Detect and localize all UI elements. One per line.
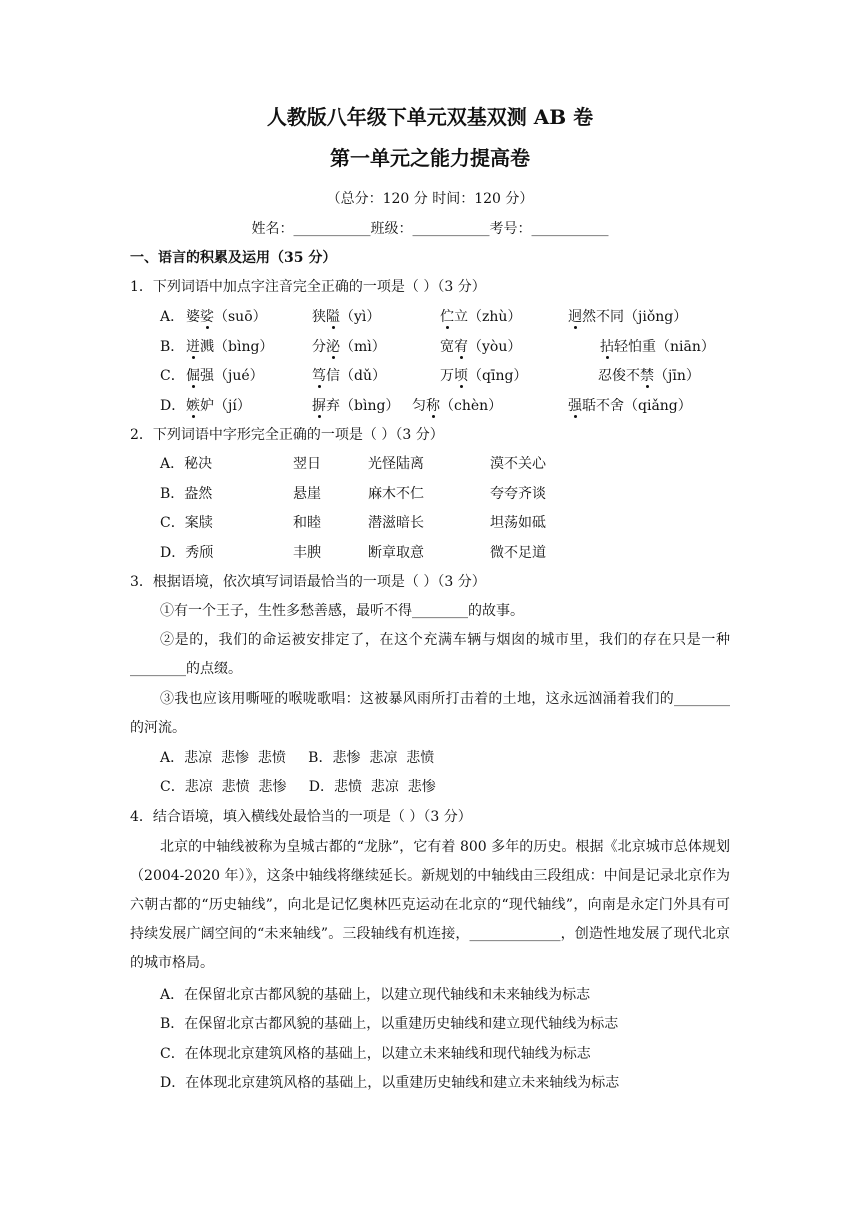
emphasis-dot-char: 顷	[454, 368, 468, 384]
emphasis-dot-char: 拈	[600, 339, 614, 355]
pinyin-word: 宽宥（yòu）	[440, 339, 522, 355]
question-4-option-d: D．在体现北京建筑风格的基础上，以重建历史轴线和建立未来轴线为标志	[160, 1075, 620, 1091]
word-option: 和睦	[293, 515, 321, 531]
question-3-sentence-2: ②是的，我们的命运被安排定了，在这个充满车辆与烟囱的城市里，我们的存在只是一种________的点缀。	[130, 632, 730, 677]
emphasis-dot-char: 迥	[568, 309, 582, 325]
pinyin-word: 万顷（qīng）	[440, 368, 528, 384]
word-option: 光怪陆离	[368, 456, 424, 472]
page-title: 人教版八年级下单元双基双测 AB 卷	[266, 105, 594, 129]
word-option: 夸夸齐谈	[490, 486, 546, 502]
pinyin-word: 嫉妒（jí）	[186, 398, 251, 414]
question-3-sentence-3: ③我也应该用嘶哑的喉咙歌唱：这被暴风雨所打击着的土地，这永远汹涌着我们的________的河流。	[130, 691, 730, 736]
question-3-options-cd: C．悲凉 悲愤 悲惨 D．悲愤 悲凉 悲惨	[160, 779, 436, 795]
emphasis-dot-char: 摒	[312, 398, 326, 414]
word-option: A．秘决	[160, 456, 213, 472]
word-option: B．盎然	[160, 486, 213, 502]
pinyin-word: 婆娑（suō）	[186, 309, 267, 325]
emphasis-dot-char: 伫	[440, 309, 454, 325]
pinyin-word: 匀称（chèn）	[412, 398, 503, 414]
question-4-option-a: A．在保留北京古都风貌的基础上，以建立现代轴线和未来轴线为标志	[160, 987, 591, 1003]
emphasis-dot-char: 强	[568, 398, 582, 414]
word-option: C．案牍	[160, 515, 213, 531]
question-2-stem: 2．下列词语中字形完全正确的一项是（ ）（3 分）	[130, 427, 444, 443]
page-subtitle: 第一单元之能力提高卷	[330, 146, 530, 170]
word-option: 断章取意	[368, 545, 424, 561]
word-option: 潜滋暗长	[368, 515, 424, 531]
question-4-option-c: C．在体现北京建筑风格的基础上，以建立未来轴线和现代轴线为标志	[160, 1046, 591, 1062]
question-3-sentence-1: ①有一个王子，生性多愁善感，最听不得________的故事。	[160, 603, 524, 619]
option-label: A．	[160, 309, 185, 325]
question-3-stem: 3．根据语境，依次填写词语最恰当的一项是（ ）（3 分）	[130, 574, 486, 590]
pinyin-word: 迥然不同（jiǒng）	[568, 309, 688, 325]
emphasis-dot-char: 称	[426, 398, 440, 414]
question-4-stem: 4．结合语境，填入横线处最恰当的一项是（ ）（3 分）	[130, 809, 472, 825]
emphasis-dot-char: 笃	[312, 368, 326, 384]
emphasis-dot-char: 禁	[640, 368, 654, 384]
pinyin-word: 笃信（dǔ）	[312, 368, 386, 384]
emphasis-dot-char: 宥	[454, 339, 468, 355]
question-4-option-b: B．在保留北京古都风貌的基础上，以重建历史轴线和建立现代轴线为标志	[160, 1016, 619, 1032]
emphasis-dot-char: 隘	[326, 309, 340, 325]
option-label: B．	[160, 339, 185, 355]
pinyin-word: 迸溅（bìng）	[186, 339, 274, 355]
option-label: C．	[160, 368, 185, 384]
emphasis-dot-char: 迸	[186, 339, 200, 355]
pinyin-word: 摒弃（bìng）	[312, 398, 400, 414]
pinyin-word: 分泌（mì）	[312, 339, 386, 355]
word-option: 漠不关心	[490, 456, 546, 472]
emphasis-dot-char: 倔	[186, 368, 200, 384]
emphasis-dot-char: 泌	[326, 339, 340, 355]
emphasis-dot-char: 娑	[200, 309, 214, 325]
word-option: 麻木不仁	[368, 486, 424, 502]
question-3-options-ab: A．悲凉 悲惨 悲愤 B．悲惨 悲凉 悲愤	[160, 750, 435, 766]
word-option: 坦荡如砥	[490, 515, 546, 531]
word-option: 悬崖	[293, 486, 321, 502]
word-option: 翌日	[293, 456, 321, 472]
question-4-passage: 北京的中轴线被称为皇城古都的“龙脉”，它有着 800 多年的历史。根据《北京城市总体规划（2004-2020 年）》，这条中轴线将继续延长。新规划的中轴线由三段组成：中间是记录北京作为六朝古都的“历史轴线”，向北是记忆奥林匹克运动在北京的“现代轴线”，向南是永定门外具有可持续发展广阔空间的“未来轴线”。三段轴线有机连接，_____________，创造性地发展了现代北京的城市格局。	[130, 839, 730, 971]
emphasis-dot-char: 嫉	[186, 398, 200, 414]
word-option: 微不足道	[490, 545, 546, 561]
pinyin-word: 伫立（zhù）	[440, 309, 522, 325]
word-option: 丰腴	[293, 545, 321, 561]
section-heading: 一、语言的积累及运用（35 分）	[130, 250, 337, 266]
pinyin-word: 强聒不舍（qiǎng）	[568, 398, 692, 414]
pinyin-word: 狭隘（yì）	[312, 309, 381, 325]
pinyin-word: 拈轻怕重（niān）	[600, 339, 715, 355]
pinyin-word: 倔强（jué）	[186, 368, 264, 384]
word-option: D．秀颀	[160, 545, 214, 561]
question-1-stem: 1．下列词语中加点字注音完全正确的一项是（ ）（3 分）	[130, 279, 486, 295]
student-info-line: 姓名：___________班级：___________考号：___________	[251, 221, 609, 237]
option-label: D．	[160, 398, 186, 414]
pinyin-word: 忍俊不禁（jīn）	[598, 368, 700, 384]
exam-info: （总分：120 分 时间：120 分）	[326, 191, 534, 207]
